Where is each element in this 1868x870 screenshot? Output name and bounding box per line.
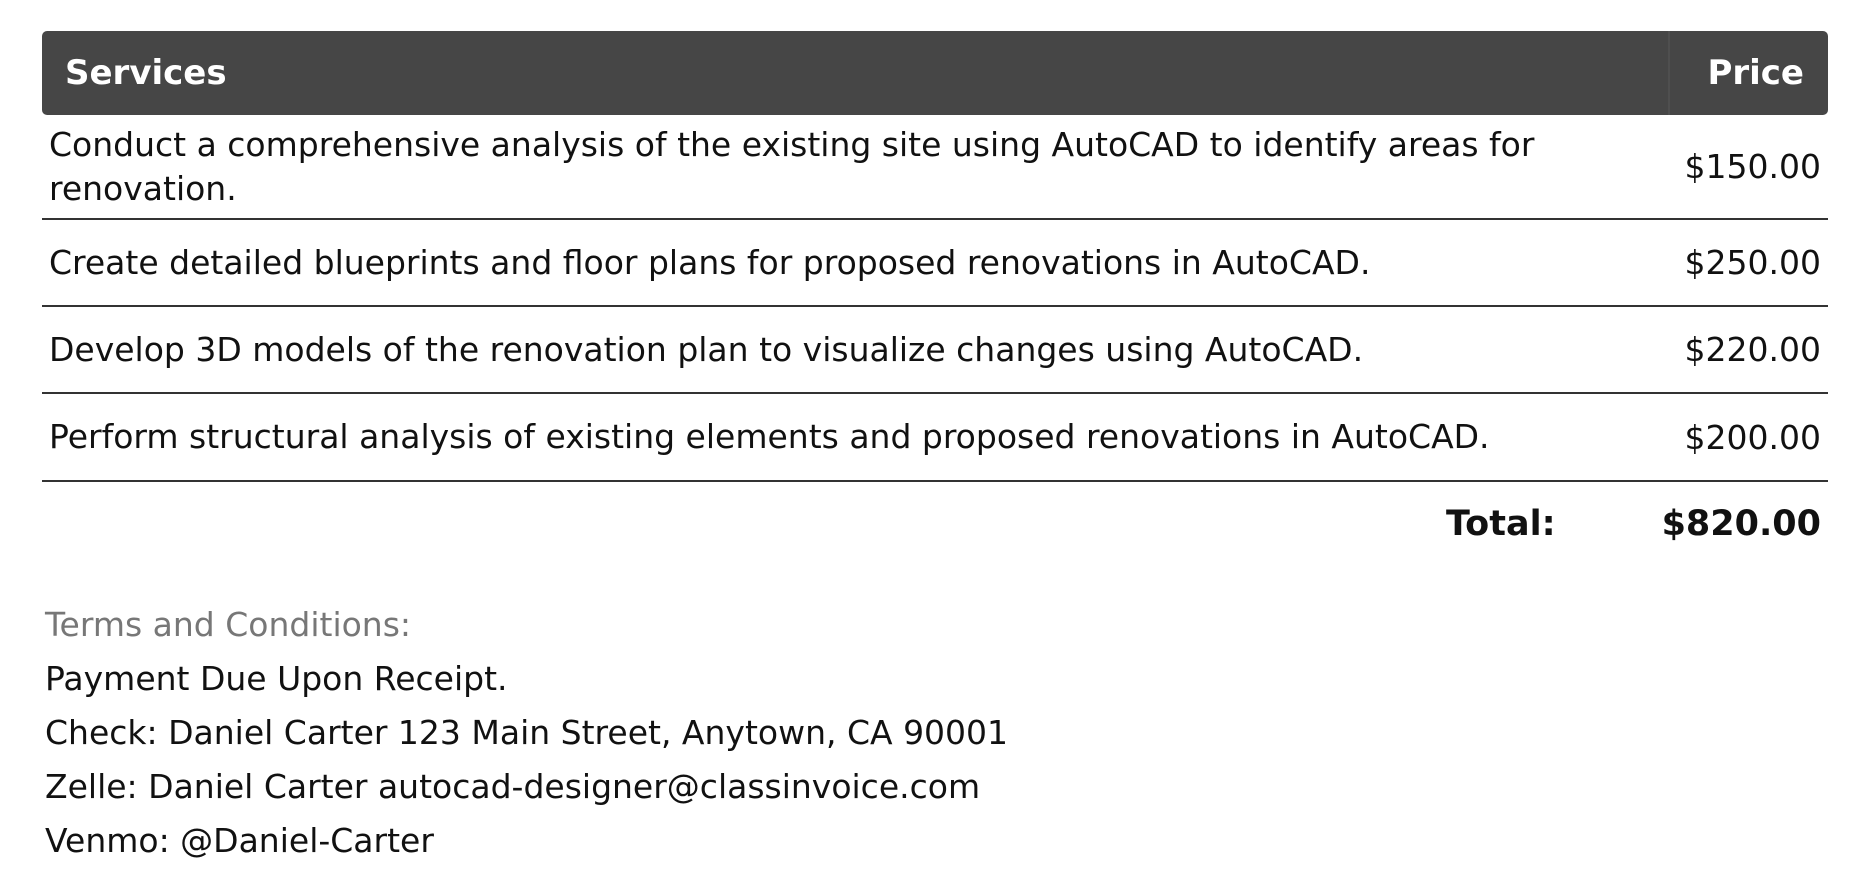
terms-title: Terms and Conditions: bbox=[45, 605, 412, 644]
total-label: Total: bbox=[1445, 504, 1556, 544]
service-price: $200.00 bbox=[1684, 417, 1821, 457]
table-header bbox=[42, 31, 1828, 115]
total-value: $820.00 bbox=[1661, 504, 1821, 544]
service-description: Create detailed blueprints and floor plans for proposed renovations in AutoCAD. bbox=[49, 242, 1371, 282]
services-column-header: Services bbox=[65, 53, 227, 93]
table-row bbox=[42, 394, 1828, 482]
service-description: Develop 3D models of the renovation plan to visualize changes using AutoCAD. bbox=[49, 329, 1364, 369]
terms-check-info: Check: Daniel Carter 123 Main Street, Anytown, CA 90001 bbox=[45, 713, 1009, 752]
total-row bbox=[42, 482, 1828, 566]
terms-venmo-info: Venmo: @Daniel-Carter bbox=[45, 821, 434, 860]
terms-payment-due: Payment Due Upon Receipt. bbox=[45, 659, 508, 698]
service-description: Conduct a comprehensive analysis of the existing site using AutoCAD to identify areas for renovation. bbox=[49, 124, 1535, 208]
table-row bbox=[42, 220, 1828, 307]
service-price: $220.00 bbox=[1684, 330, 1821, 369]
service-price: $250.00 bbox=[1684, 243, 1821, 282]
service-description: Perform structural analysis of existing elements and proposed renovations in AutoCAD. bbox=[49, 417, 1490, 456]
terms-section bbox=[45, 598, 1008, 868]
table-row bbox=[42, 115, 1828, 220]
table-row bbox=[42, 307, 1828, 394]
services-table bbox=[42, 31, 1828, 566]
service-price: $150.00 bbox=[1684, 147, 1821, 186]
price-column-header: Price bbox=[1668, 31, 1828, 115]
terms-zelle-info: Zelle: Daniel Carter autocad-designer@classinvoice.com bbox=[45, 767, 981, 806]
